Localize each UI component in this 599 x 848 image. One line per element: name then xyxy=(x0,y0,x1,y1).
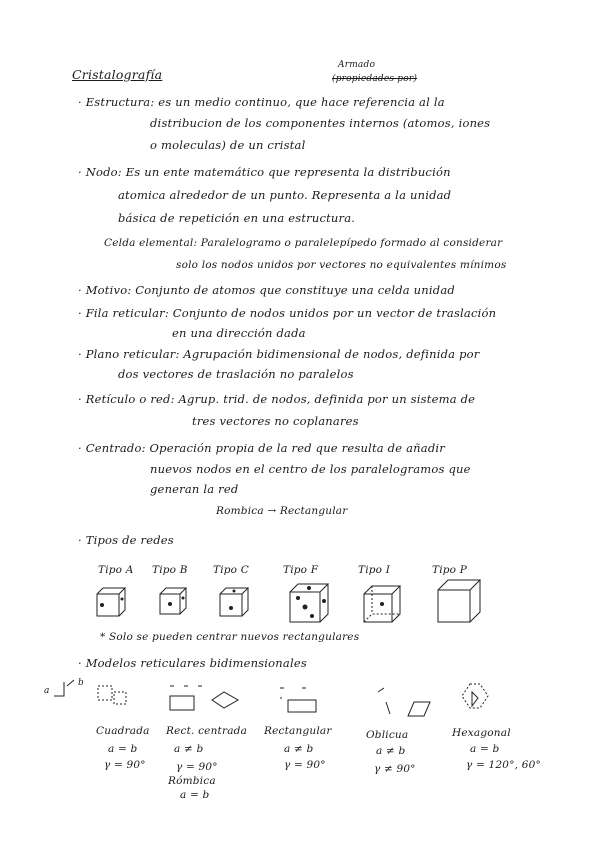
lattice-label-I: Tipo I xyxy=(358,564,391,576)
model-oblicua-cond2: γ ≠ 90° xyxy=(374,763,416,775)
model-hexagonal-cond2: γ = 120°, 60° xyxy=(466,759,541,771)
def-estructura-line2: distribucion de los componentes internos (atomos, iones xyxy=(150,116,491,130)
model-oblicua xyxy=(378,688,430,716)
def-centrado-line3: generan la red xyxy=(150,482,239,496)
def-celda-line1: Celda elemental: Paralelogramo o paralelepípedo formado al considerar xyxy=(104,237,503,249)
side-note-top: Armado xyxy=(338,60,376,70)
axis-label-a: a xyxy=(44,686,50,696)
def-motivo-line1: · Motivo: Conjunto de atomos que constituye una celda unidad xyxy=(78,283,455,297)
lattice-types-heading: · Tipos de redes xyxy=(78,533,174,547)
def-celda-line2: solo los nodos unidos por vectores no equivalentes mínimos xyxy=(176,259,507,271)
page-title: Cristalografía xyxy=(72,67,163,82)
model-rect-centrada-cond2: γ = 90° xyxy=(176,761,218,773)
lattice-label-B: Tipo B xyxy=(152,564,188,576)
axis-label-b: b xyxy=(78,678,84,688)
def-centrado-line4: Rombica → Rectangular xyxy=(216,505,348,517)
model-cuadrada-cond2: γ = 90° xyxy=(104,759,146,771)
model-cuadrada-name: Cuadrada xyxy=(96,725,150,737)
def-estructura-line3: o moleculas) de un cristal xyxy=(150,138,306,152)
model-oblicua-cond1: a ≠ b xyxy=(376,745,406,757)
def-fila-line1: · Fila reticular: Conjunto de nodos unidos por un vector de traslación xyxy=(78,306,497,320)
def-reticulo-line1: · Retículo o red: Agrup. trid. de nodos, definida por un sistema de xyxy=(78,392,476,406)
axis-sketch xyxy=(54,680,74,696)
def-centrado-line2: nuevos nodos en el centro de los paralelogramos que xyxy=(150,462,471,476)
model-hexagonal-name: Hexagonal xyxy=(452,727,511,739)
lattice-label-A: Tipo A xyxy=(98,564,134,576)
model-cuadrada-cond1: a = b xyxy=(108,743,138,755)
lattice-label-C: Tipo C xyxy=(213,564,249,576)
def-estructura-line1: · Estructura: es un medio continuo, que hace referencia al la xyxy=(78,95,445,109)
def-plano-line1: · Plano reticular: Agrupación bidimensional de nodos, definida por xyxy=(78,347,480,361)
model-rect-centrada-cond1: a ≠ b xyxy=(174,743,204,755)
model-rect-centrada xyxy=(170,686,238,710)
model-rombica-name: Rómbica xyxy=(168,775,216,787)
lattice-label-F: Tipo F xyxy=(283,564,319,576)
lattice-label-P: Tipo P xyxy=(432,564,468,576)
model-rectangular-cond2: γ = 90° xyxy=(284,759,326,771)
model-rectangular xyxy=(280,688,316,712)
def-fila-line2: en una dirección dada xyxy=(172,326,306,340)
model-hexagonal-cond1: a = b xyxy=(470,743,500,755)
def-nodo-line3: básica de repetición en una estructura. xyxy=(118,211,356,225)
def-centrado-line1: · Centrado: Operación propia de la red que resulta de añadir xyxy=(78,441,445,455)
model-rectangular-name: Rectangular xyxy=(264,725,332,737)
model-oblicua-name: Oblicua xyxy=(366,729,409,741)
def-reticulo-line2: tres vectores no coplanares xyxy=(192,414,359,428)
def-nodo-line2: atomica alrededor de un punto. Representa a la unidad xyxy=(118,188,452,202)
model-rectangular-cond1: a ≠ b xyxy=(284,743,314,755)
models-2d-heading: · Modelos reticulares bidimensionales xyxy=(78,656,307,670)
model-rect-centrada-name: Rect. centrada xyxy=(166,725,248,737)
side-note-bottom: (propiedades por) xyxy=(332,74,418,84)
def-nodo-line1: · Nodo: Es un ente matemático que representa la distribución xyxy=(78,165,451,179)
model-hexagonal xyxy=(462,684,488,708)
def-plano-line2: dos vectores de traslación no paralelos xyxy=(118,367,354,381)
lattice-types-note: * Solo se pueden centrar nuevos rectangulares xyxy=(100,631,360,643)
model-rombica-cond: a = b xyxy=(180,789,210,801)
model-cuadrada xyxy=(98,686,126,704)
